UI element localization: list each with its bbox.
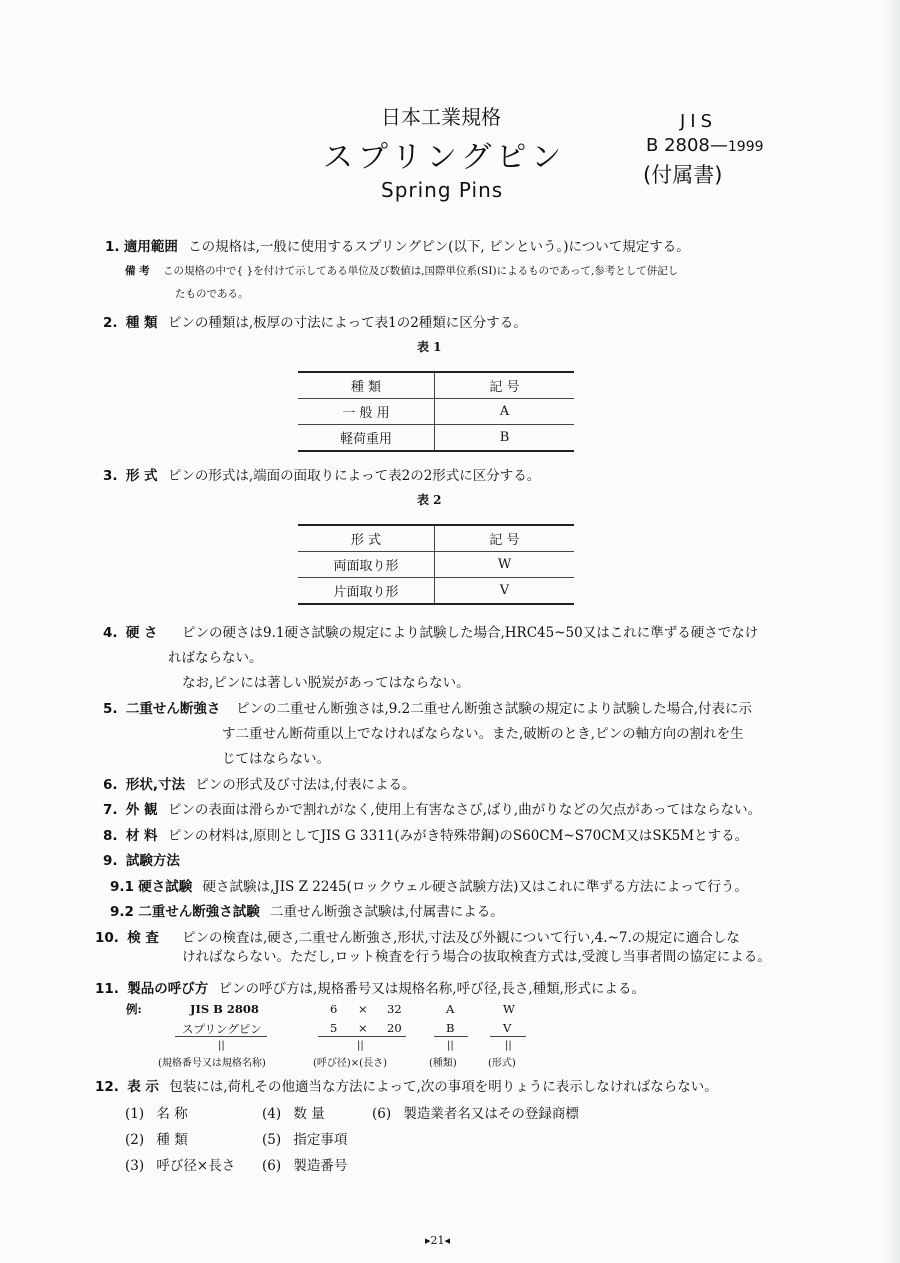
- example-equals: ||: [447, 1040, 454, 1051]
- example-equals: ||: [357, 1040, 364, 1051]
- section-text: 包装には,荷札その他適当な方法によって,次の事項を明りょうに表示しなければならない。: [169, 1079, 718, 1095]
- table-header: 種 類: [298, 372, 435, 399]
- section-5: [103, 697, 220, 717]
- note-line-2: たものである。: [175, 288, 249, 300]
- s10-line-1: ピンの検査は,硬さ,二重せん断強さ,形状,寸法及び外観について行い,4.~7.の規定に適合しな: [182, 930, 740, 946]
- s4-line-1: ピンの硬さは9.1硬さ試験の規定により試験した場合,HRC45~50又はこれに準ずる硬さでなけ: [182, 625, 759, 641]
- subsection-text: 二重せん断強さ試験は,付属書による。: [270, 904, 504, 920]
- example-underline: [490, 1036, 526, 1037]
- example-underline: [175, 1036, 267, 1037]
- example-form-1: W: [503, 1002, 515, 1016]
- example-underline: [318, 1036, 406, 1037]
- section-number: 8.: [103, 828, 118, 844]
- table-header: 記 号: [435, 372, 575, 399]
- subsection-9-2: [110, 900, 504, 920]
- table-cell: A: [435, 399, 575, 425]
- section-10: [95, 926, 159, 946]
- section-number: 10.: [95, 930, 119, 946]
- standard-org: 日本工業規格: [381, 105, 501, 129]
- section-number: 3.: [103, 468, 118, 484]
- page-edge-shadow: [886, 0, 900, 1263]
- table-2-title: 表 2: [417, 493, 442, 507]
- table-2: [298, 524, 574, 605]
- example-type-2: B: [446, 1021, 455, 1035]
- standard-dash: —: [709, 135, 728, 156]
- example-equals: ||: [505, 1040, 512, 1051]
- table-cell: 軽荷重用: [298, 425, 435, 452]
- table-header: 記 号: [435, 525, 575, 552]
- section-number: 11.: [95, 981, 119, 997]
- caption-form: (形式): [488, 1058, 516, 1069]
- subsection-number: 9.2: [110, 904, 134, 920]
- example-std-2: スプリングピン: [182, 1022, 262, 1036]
- section-number: 1.: [105, 239, 120, 255]
- display-item: (1) 名 称: [125, 1106, 188, 1122]
- section-heading: 形 式: [125, 468, 158, 484]
- section-2: [103, 311, 527, 331]
- section-heading: 硬 さ: [125, 625, 158, 641]
- section-number: 4.: [103, 625, 118, 641]
- section-number: 5.: [103, 701, 118, 717]
- section-text: ピンの呼び方は,規格番号又は規格名称,呼び径,長さ,種類,形式による。: [218, 981, 645, 997]
- s5-line-1: ピンの二重せん断強さは,9.2二重せん断強さ試験の規定により試験した場合,付表に示: [236, 701, 753, 717]
- subsection-text: 硬さ試験は,JIS Z 2245(ロックウェル硬さ試験方法)又はこれに準ずる方法によって行う。: [202, 879, 748, 895]
- subsection-heading: 二重せん断強さ試験: [138, 904, 260, 920]
- table-header: 形 式: [298, 525, 435, 552]
- example-length-1: 32: [387, 1002, 402, 1016]
- caption-diameter-length: (呼び径)×(長さ): [313, 1058, 387, 1069]
- example-diameter-2: 5: [330, 1021, 338, 1035]
- table-cell: W: [435, 552, 575, 578]
- note-text: この規格の中で{ }を付けて示してある単位及び数値は,国際単位系(SI)によるものであって,参考として併記し: [163, 265, 679, 277]
- section-heading: 種 類: [125, 315, 158, 331]
- table-cell: 両面取り形: [298, 552, 435, 578]
- section-9: [103, 849, 180, 869]
- section-text: ピンの形式及び寸法は,付表による。: [195, 777, 416, 793]
- section-1: [105, 235, 690, 255]
- example-form-2: V: [503, 1021, 512, 1035]
- s5-line-3: じてはならない。: [222, 751, 330, 767]
- section-text: ピンの材料は,原則としてJIS G 3311(みがき特殊帯鋼)のS60CM~S70CM又はSK5Mとする。: [167, 828, 749, 844]
- section-8: [103, 824, 748, 844]
- section-number: 6.: [103, 777, 118, 793]
- standard-title: スプリングピン: [323, 140, 567, 175]
- subsection-heading: 硬さ試験: [138, 879, 193, 895]
- display-item: (6) 製造番号: [262, 1158, 348, 1174]
- section-6: [103, 773, 416, 793]
- table-cell: 片面取り形: [298, 578, 435, 605]
- section-text: ピンの種類は,板厚の寸法によって表1の2種類に区分する。: [167, 315, 527, 331]
- section-number: 9.: [103, 853, 118, 869]
- section-heading: 試験方法: [125, 853, 180, 869]
- display-item: (4) 数 量: [262, 1106, 325, 1122]
- section-heading: 表 示: [127, 1079, 159, 1095]
- example-label: 例:: [126, 1002, 142, 1016]
- section-text: ピンの表面は滑らかで割れがなく,使用上有害なさび,ばり,曲がりなどの欠点があってはならない。: [167, 802, 762, 818]
- section-text: ピンの形式は,端面の面取りによって表2の2形式に区分する。: [167, 468, 541, 484]
- table-cell: 一 般 用: [298, 399, 435, 425]
- jis-label: JIS: [680, 111, 718, 132]
- note-line-1: [125, 263, 678, 278]
- example-equals: ||: [218, 1040, 225, 1051]
- page-number: ▸21◂: [425, 1234, 451, 1247]
- note-label: 備 考: [125, 265, 150, 277]
- section-heading: 二重せん断強さ: [125, 701, 221, 717]
- s5-line-2: す二重せん断荷重以上でなければならない。また,破断のとき,ピンの軸方向の割れを生: [222, 726, 744, 742]
- example-underline: [434, 1036, 468, 1037]
- section-number: 12.: [95, 1079, 119, 1095]
- display-item: (2) 種 類: [125, 1132, 188, 1148]
- section-heading: 製品の呼び方: [127, 981, 209, 997]
- appendix-label: (付属書): [643, 163, 723, 187]
- standard-code: B 2808: [646, 135, 710, 156]
- example-times-1: ×: [358, 1002, 368, 1016]
- section-4: [103, 621, 158, 641]
- section-heading: 外 観: [125, 802, 158, 818]
- table-1: [298, 371, 574, 452]
- example-std-1: JIS B 2808: [190, 1002, 259, 1016]
- standard-number: [646, 135, 764, 156]
- section-11: [95, 977, 645, 997]
- s4-line-2: ればならない。: [168, 650, 263, 666]
- display-item: (5) 指定事項: [262, 1132, 348, 1148]
- section-heading: 適用範囲: [123, 239, 178, 255]
- caption-std: (規格番号又は規格名称): [158, 1058, 266, 1069]
- example-diameter-1: 6: [330, 1002, 338, 1016]
- table-1-title: 表 1: [417, 340, 442, 354]
- display-item: (3) 呼び径×長さ: [125, 1158, 236, 1174]
- section-heading: 形状,寸法: [125, 777, 185, 793]
- section-number: 7.: [103, 802, 118, 818]
- example-length-2: 20: [387, 1021, 402, 1035]
- example-times-2: ×: [358, 1021, 368, 1035]
- subsection-9-1: [110, 875, 748, 895]
- s4-line-3: なお,ピンには著しい脱炭があってはならない。: [182, 675, 470, 691]
- standard-title-en: Spring Pins: [381, 178, 504, 202]
- caption-type: (種類): [429, 1058, 457, 1069]
- example-type-1: A: [446, 1002, 455, 1016]
- section-text: この規格は,一般に使用するスプリングピン(以下, ピンという。)について規定する。: [188, 239, 690, 255]
- section-heading: 材 料: [125, 828, 158, 844]
- section-7: [103, 798, 761, 818]
- section-3: [103, 464, 540, 484]
- section-12: [95, 1075, 718, 1095]
- table-cell: B: [435, 425, 575, 452]
- s10-line-2: ければならない。ただし,ロット検査を行う場合の抜取検査方式は,受渡し当事者間の協定による。: [182, 949, 771, 965]
- subsection-number: 9.1: [110, 879, 134, 895]
- display-item: (6) 製造業者名又はその登録商標: [372, 1106, 579, 1122]
- section-number: 2.: [103, 315, 118, 331]
- table-cell: V: [435, 578, 575, 605]
- standard-year: 1999: [727, 139, 764, 155]
- section-heading: 検 査: [127, 930, 159, 946]
